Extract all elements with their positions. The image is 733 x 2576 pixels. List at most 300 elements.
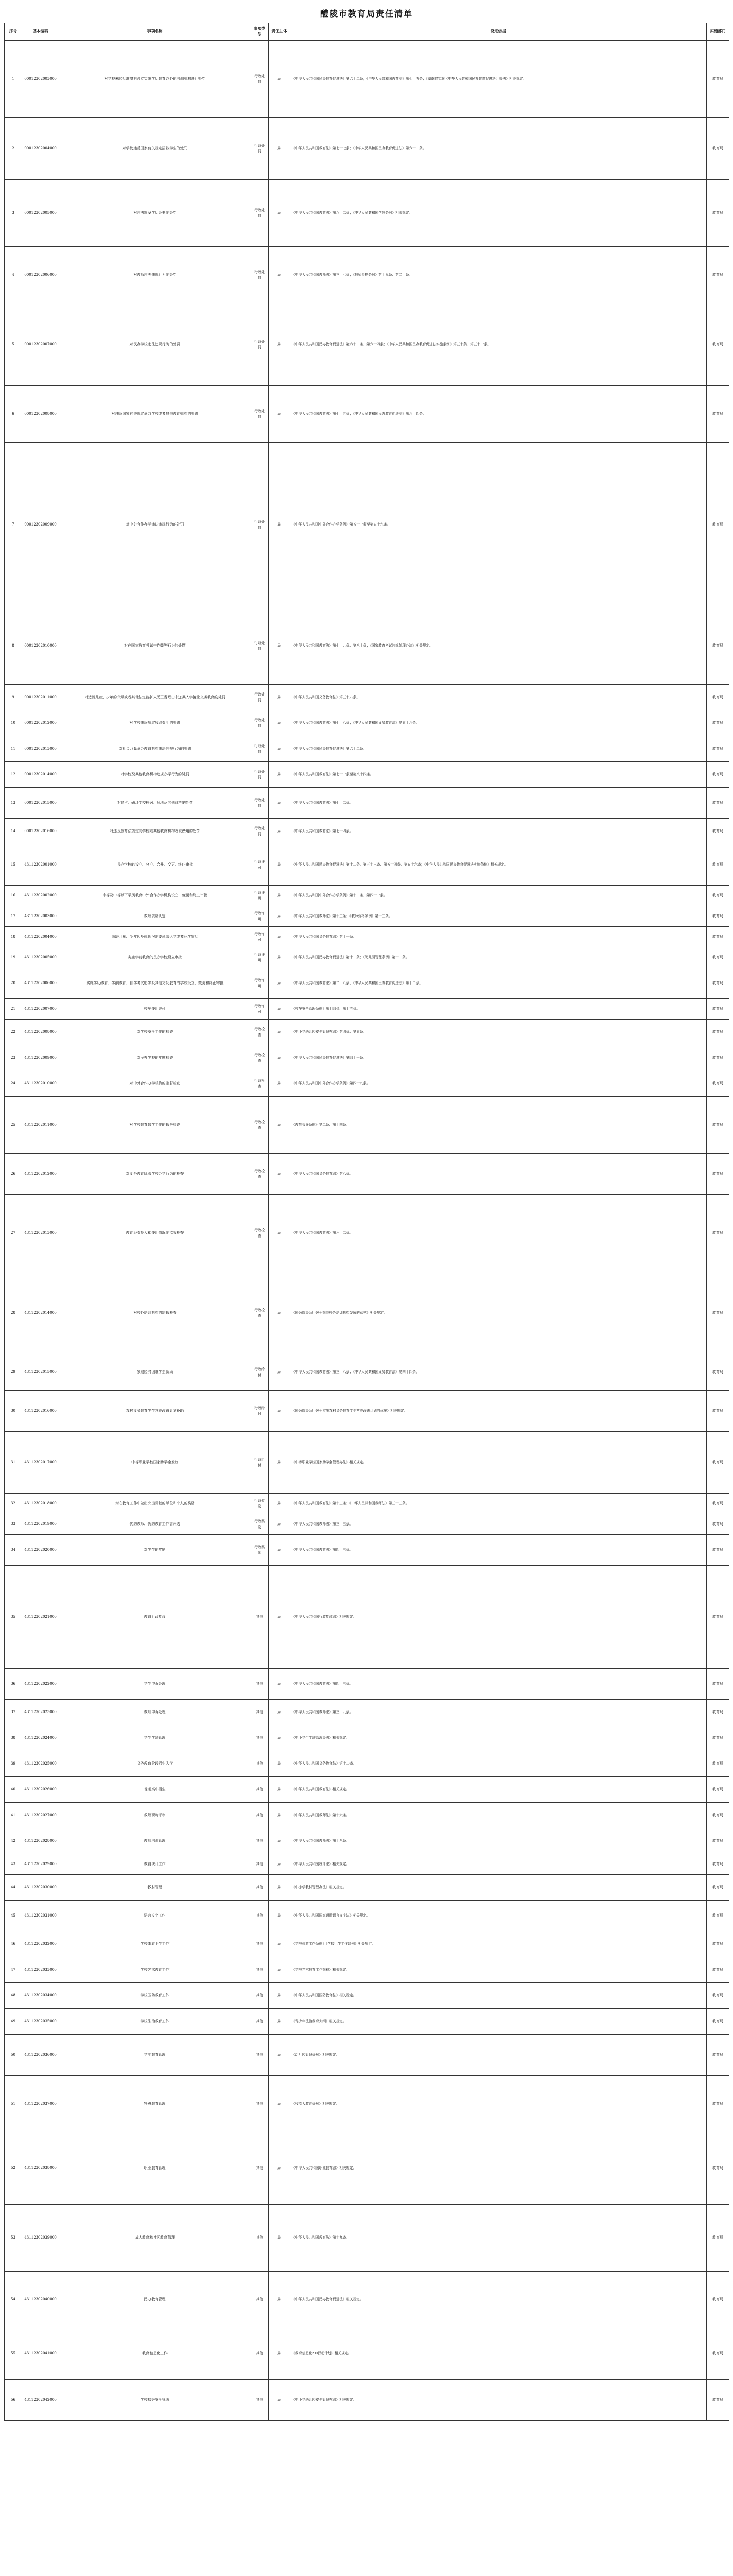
cell-code: 43112302007000 bbox=[22, 999, 59, 1020]
cell-type: 其他 bbox=[251, 1931, 269, 1957]
cell-basis: 《教育信息化2.0行动计划》相关规定。 bbox=[290, 2328, 707, 2380]
table-header-row bbox=[5, 23, 729, 41]
table-row bbox=[5, 1071, 729, 1097]
cell-type: 行政奖励 bbox=[251, 1535, 269, 1566]
cell-dept: 教育局 bbox=[707, 1071, 729, 1097]
cell-type: 行政处罚 bbox=[251, 685, 269, 710]
cell-code: 43112302036000 bbox=[22, 2035, 59, 2076]
cell-dept: 教育局 bbox=[707, 1494, 729, 1514]
cell-subject: 局 bbox=[269, 1272, 290, 1354]
cell-code: 43112302026000 bbox=[22, 1777, 59, 1803]
cell-no: 9 bbox=[5, 685, 22, 710]
table-row bbox=[5, 1854, 729, 1875]
cell-dept: 教育局 bbox=[707, 1669, 729, 1700]
cell-dept: 教育局 bbox=[707, 1700, 729, 1725]
cell-basis: 《中华人民共和国教育法》第七十二条。 bbox=[290, 788, 707, 819]
table-row bbox=[5, 1354, 729, 1391]
cell-dept: 教育局 bbox=[707, 1957, 729, 1983]
cell-dept: 教育局 bbox=[707, 968, 729, 999]
cell-subject: 局 bbox=[269, 1097, 290, 1154]
cell-no: 30 bbox=[5, 1391, 22, 1432]
cell-subject: 局 bbox=[269, 762, 290, 788]
cell-type: 行政处罚 bbox=[251, 386, 269, 443]
cell-basis: 《中华人民共和国教育法》第七十八条；《中华人民共和国义务教育法》第五十六条。 bbox=[290, 710, 707, 736]
cell-basis: 《中华人民共和国中外合作办学条例》第五十一条至第五十九条。 bbox=[290, 443, 707, 607]
cell-no: 53 bbox=[5, 2205, 22, 2272]
cell-no: 48 bbox=[5, 1983, 22, 2009]
cell-subject: 局 bbox=[269, 999, 290, 1020]
cell-name: 学校体育卫生工作 bbox=[59, 1931, 251, 1957]
cell-code: 43112302033000 bbox=[22, 1957, 59, 1983]
cell-type: 行政许可 bbox=[251, 906, 269, 927]
cell-subject: 局 bbox=[269, 1803, 290, 1828]
table-row bbox=[5, 607, 729, 685]
cell-code: 43112302009000 bbox=[22, 1045, 59, 1071]
cell-dept: 教育局 bbox=[707, 710, 729, 736]
cell-no: 29 bbox=[5, 1354, 22, 1391]
cell-name: 教育经费投入和使用情况的监督检查 bbox=[59, 1195, 251, 1272]
cell-name: 教师申诉处理 bbox=[59, 1700, 251, 1725]
cell-basis: 《中华人民共和国教育法》第十九条。 bbox=[290, 2205, 707, 2272]
cell-name: 学前教育管理 bbox=[59, 2035, 251, 2076]
table-row bbox=[5, 762, 729, 788]
table-row bbox=[5, 1700, 729, 1725]
cell-no: 5 bbox=[5, 303, 22, 386]
cell-type: 行政检查 bbox=[251, 1272, 269, 1354]
table-row bbox=[5, 2035, 729, 2076]
cell-type: 其他 bbox=[251, 2132, 269, 2205]
table-row bbox=[5, 1391, 729, 1432]
cell-no: 32 bbox=[5, 1494, 22, 1514]
cell-name: 教师培训管理 bbox=[59, 1828, 251, 1854]
cell-no: 10 bbox=[5, 710, 22, 736]
table-row bbox=[5, 2205, 729, 2272]
cell-basis: 《中华人民共和国民办教育促进法》相关规定。 bbox=[290, 2272, 707, 2328]
cell-code: 43112302006000 bbox=[22, 968, 59, 999]
cell-name: 优秀教师、优秀教育工作者评选 bbox=[59, 1514, 251, 1535]
cell-code: 43112302019000 bbox=[22, 1514, 59, 1535]
cell-dept: 教育局 bbox=[707, 1854, 729, 1875]
header-dept: 实施部门 bbox=[707, 23, 729, 41]
cell-no: 15 bbox=[5, 844, 22, 886]
cell-type: 其他 bbox=[251, 1566, 269, 1669]
table-row bbox=[5, 386, 729, 443]
cell-no: 50 bbox=[5, 2035, 22, 2076]
cell-dept: 教育局 bbox=[707, 1514, 729, 1535]
cell-no: 19 bbox=[5, 947, 22, 968]
cell-type: 行政处罚 bbox=[251, 443, 269, 607]
table-row bbox=[5, 1751, 729, 1777]
cell-subject: 局 bbox=[269, 2076, 290, 2132]
cell-code: 00012302016000 bbox=[22, 819, 59, 844]
table-row bbox=[5, 685, 729, 710]
table-row bbox=[5, 2009, 729, 2035]
cell-no: 31 bbox=[5, 1432, 22, 1494]
table-row bbox=[5, 41, 729, 118]
cell-no: 24 bbox=[5, 1071, 22, 1097]
cell-subject: 局 bbox=[269, 1828, 290, 1854]
cell-type: 行政给付 bbox=[251, 1432, 269, 1494]
cell-code: 00012302015000 bbox=[22, 788, 59, 819]
cell-type: 行政检查 bbox=[251, 1071, 269, 1097]
cell-type: 行政许可 bbox=[251, 886, 269, 906]
cell-dept: 教育局 bbox=[707, 886, 729, 906]
table-row bbox=[5, 1535, 729, 1566]
cell-type: 行政处罚 bbox=[251, 118, 269, 180]
table-row bbox=[5, 2328, 729, 2380]
cell-code: 43112302035000 bbox=[22, 2009, 59, 2035]
cell-basis: 《中小学生学籍管理办法》相关规定。 bbox=[290, 1725, 707, 1751]
cell-basis: 《中华人民共和国教育法》第七十九条、第八十条；《国家教育考试违规处理办法》相关规定。 bbox=[290, 607, 707, 685]
cell-code: 00012302009000 bbox=[22, 443, 59, 607]
cell-subject: 局 bbox=[269, 1669, 290, 1700]
cell-dept: 教育局 bbox=[707, 1535, 729, 1566]
cell-name: 对民办学校违法违规行为的处罚 bbox=[59, 303, 251, 386]
cell-name: 对学生的奖励 bbox=[59, 1535, 251, 1566]
cell-name: 对学校教育教学工作的督导检查 bbox=[59, 1097, 251, 1154]
cell-name: 对学校及其他教育机构违规办学行为的处罚 bbox=[59, 762, 251, 788]
cell-no: 36 bbox=[5, 1669, 22, 1700]
cell-subject: 局 bbox=[269, 1391, 290, 1432]
cell-code: 00012302004000 bbox=[22, 118, 59, 180]
cell-basis: 《中华人民共和国行政复议法》相关规定。 bbox=[290, 1566, 707, 1669]
cell-subject: 局 bbox=[269, 968, 290, 999]
cell-basis: 《中华人民共和国民办教育促进法》第六十二条、第六十四条；《中华人民共和国民办教育促进法实施条例》第五十条、第五十一条。 bbox=[290, 303, 707, 386]
cell-code: 43112302024000 bbox=[22, 1725, 59, 1751]
table-row bbox=[5, 947, 729, 968]
cell-name: 对违反教育法规定向学校或其他教育机构收取费用的处罚 bbox=[59, 819, 251, 844]
cell-name: 家庭经济困难学生资助 bbox=[59, 1354, 251, 1391]
cell-type: 行政许可 bbox=[251, 844, 269, 886]
table-row bbox=[5, 1514, 729, 1535]
cell-code: 00012302006000 bbox=[22, 247, 59, 303]
table-row bbox=[5, 999, 729, 1020]
cell-basis: 《中华人民共和国教育法》相关规定。 bbox=[290, 1777, 707, 1803]
cell-type: 行政检查 bbox=[251, 1195, 269, 1272]
cell-type: 其他 bbox=[251, 1725, 269, 1751]
cell-dept: 教育局 bbox=[707, 788, 729, 819]
cell-name: 民办学校的设立、分立、合并、变更、终止审批 bbox=[59, 844, 251, 886]
cell-type: 行政处罚 bbox=[251, 736, 269, 762]
cell-type: 其他 bbox=[251, 1875, 269, 1901]
table-row bbox=[5, 247, 729, 303]
cell-dept: 教育局 bbox=[707, 118, 729, 180]
cell-basis: 《中华人民共和国民办教育促进法》第十二条；《幼儿园管理条例》第十一条。 bbox=[290, 947, 707, 968]
cell-subject: 局 bbox=[269, 1751, 290, 1777]
cell-basis: 《中华人民共和国国防教育法》相关规定。 bbox=[290, 1983, 707, 2009]
cell-basis: 《中华人民共和国教师法》第十三条；《教师资格条例》第十三条。 bbox=[290, 906, 707, 927]
cell-basis: 《中小学幼儿园安全管理办法》相关规定。 bbox=[290, 2380, 707, 2421]
cell-type: 其他 bbox=[251, 2076, 269, 2132]
cell-basis: 《中华人民共和国中外合作办学条例》第四十九条。 bbox=[290, 1071, 707, 1097]
table-row bbox=[5, 2272, 729, 2328]
cell-no: 1 bbox=[5, 41, 22, 118]
table-row bbox=[5, 736, 729, 762]
cell-name: 对适龄儿童、少年的父母或者其他法定监护人无正当理由未送其入学接受义务教育的处罚 bbox=[59, 685, 251, 710]
cell-dept: 教育局 bbox=[707, 2035, 729, 2076]
cell-subject: 局 bbox=[269, 736, 290, 762]
cell-code: 00012302003000 bbox=[22, 41, 59, 118]
cell-name: 教师资格认定 bbox=[59, 906, 251, 927]
cell-type: 其他 bbox=[251, 1854, 269, 1875]
cell-type: 行政奖励 bbox=[251, 1514, 269, 1535]
table-row bbox=[5, 1195, 729, 1272]
table-row bbox=[5, 906, 729, 927]
cell-subject: 局 bbox=[269, 443, 290, 607]
cell-subject: 局 bbox=[269, 118, 290, 180]
cell-type: 其他 bbox=[251, 2009, 269, 2035]
cell-subject: 局 bbox=[269, 1875, 290, 1901]
cell-dept: 教育局 bbox=[707, 762, 729, 788]
cell-subject: 局 bbox=[269, 886, 290, 906]
cell-name: 教师职称评审 bbox=[59, 1803, 251, 1828]
cell-subject: 局 bbox=[269, 2132, 290, 2205]
cell-code: 43112302011000 bbox=[22, 1097, 59, 1154]
cell-name: 实施学前教育的民办学校设立审批 bbox=[59, 947, 251, 968]
cell-dept: 教育局 bbox=[707, 999, 729, 1020]
cell-name: 对学校未经批准擅自设立实施学历教育以外的培训机构进行处罚 bbox=[59, 41, 251, 118]
cell-subject: 局 bbox=[269, 1535, 290, 1566]
cell-subject: 局 bbox=[269, 710, 290, 736]
cell-dept: 教育局 bbox=[707, 1020, 729, 1045]
header-subject: 责任主体 bbox=[269, 23, 290, 41]
cell-code: 00012302010000 bbox=[22, 607, 59, 685]
cell-dept: 教育局 bbox=[707, 1391, 729, 1432]
cell-name: 教材管理 bbox=[59, 1875, 251, 1901]
cell-no: 54 bbox=[5, 2272, 22, 2328]
cell-dept: 教育局 bbox=[707, 1931, 729, 1957]
cell-type: 行政检查 bbox=[251, 1097, 269, 1154]
cell-subject: 局 bbox=[269, 947, 290, 968]
cell-basis: 《中华人民共和国教育法》第三十八条；《中华人民共和国义务教育法》第四十四条。 bbox=[290, 1354, 707, 1391]
cell-basis: 《中华人民共和国教育法》第六十二条。 bbox=[290, 1195, 707, 1272]
table-row bbox=[5, 1901, 729, 1931]
cell-basis: 《学校艺术教育工作规程》相关规定。 bbox=[290, 1957, 707, 1983]
cell-name: 对中外合作办学违法违规行为的处罚 bbox=[59, 443, 251, 607]
cell-subject: 局 bbox=[269, 1494, 290, 1514]
cell-dept: 教育局 bbox=[707, 685, 729, 710]
cell-code: 43112302003000 bbox=[22, 906, 59, 927]
cell-dept: 教育局 bbox=[707, 443, 729, 607]
cell-code: 43112302038000 bbox=[22, 2132, 59, 2205]
cell-no: 12 bbox=[5, 762, 22, 788]
cell-name: 特殊教育管理 bbox=[59, 2076, 251, 2132]
cell-basis: 《幼儿园管理条例》相关规定。 bbox=[290, 2035, 707, 2076]
table-row bbox=[5, 2380, 729, 2421]
cell-no: 8 bbox=[5, 607, 22, 685]
table-row bbox=[5, 118, 729, 180]
cell-basis: 《中华人民共和国民办教育促进法》第六十二条；《中华人民共和国教育法》第七十五条；《湖南省实施〈中华人民共和国民办教育促进法〉办法》相关规定。 bbox=[290, 41, 707, 118]
cell-code: 00012302014000 bbox=[22, 762, 59, 788]
header-no: 序号 bbox=[5, 23, 22, 41]
cell-name: 对义务教育阶段学校办学行为的检查 bbox=[59, 1154, 251, 1195]
cell-subject: 局 bbox=[269, 41, 290, 118]
cell-code: 43112302031000 bbox=[22, 1901, 59, 1931]
cell-type: 行政处罚 bbox=[251, 41, 269, 118]
cell-basis: 《中华人民共和国义务教育法》第八条。 bbox=[290, 1154, 707, 1195]
cell-basis: 《中华人民共和国中外合作办学条例》第十二条、第四十一条。 bbox=[290, 886, 707, 906]
table-row bbox=[5, 788, 729, 819]
cell-code: 43112302023000 bbox=[22, 1700, 59, 1725]
cell-basis: 《残疾人教育条例》相关规定。 bbox=[290, 2076, 707, 2132]
table-row bbox=[5, 710, 729, 736]
cell-no: 38 bbox=[5, 1725, 22, 1751]
cell-subject: 局 bbox=[269, 788, 290, 819]
cell-type: 行政检查 bbox=[251, 1154, 269, 1195]
table-row bbox=[5, 1494, 729, 1514]
cell-subject: 局 bbox=[269, 1195, 290, 1272]
header-basis: 设定依据 bbox=[290, 23, 707, 41]
cell-name: 民办教育管理 bbox=[59, 2272, 251, 2328]
table-row bbox=[5, 1931, 729, 1957]
cell-code: 43112302020000 bbox=[22, 1535, 59, 1566]
cell-no: 40 bbox=[5, 1777, 22, 1803]
cell-type: 行政处罚 bbox=[251, 819, 269, 844]
cell-code: 00012302012000 bbox=[22, 710, 59, 736]
cell-code: 43112302028000 bbox=[22, 1828, 59, 1854]
cell-name: 学生申诉处理 bbox=[59, 1669, 251, 1700]
cell-subject: 局 bbox=[269, 844, 290, 886]
cell-dept: 教育局 bbox=[707, 2328, 729, 2380]
cell-subject: 局 bbox=[269, 927, 290, 947]
cell-name: 对中外合作办学机构的监督检查 bbox=[59, 1071, 251, 1097]
cell-basis: 《校车安全管理条例》第十四条、第十五条。 bbox=[290, 999, 707, 1020]
cell-type: 行政奖励 bbox=[251, 1494, 269, 1514]
cell-name: 学校艺术教育工作 bbox=[59, 1957, 251, 1983]
cell-basis: 《中华人民共和国义务教育法》第十二条。 bbox=[290, 1751, 707, 1777]
cell-subject: 局 bbox=[269, 2205, 290, 2272]
cell-dept: 教育局 bbox=[707, 1828, 729, 1854]
cell-basis: 《学校体育工作条例》《学校卫生工作条例》相关规定。 bbox=[290, 1931, 707, 1957]
cell-name: 校车使用许可 bbox=[59, 999, 251, 1020]
cell-dept: 教育局 bbox=[707, 607, 729, 685]
cell-name: 学校校舍安全管理 bbox=[59, 2380, 251, 2421]
cell-subject: 局 bbox=[269, 1700, 290, 1725]
cell-code: 43112302013000 bbox=[22, 1195, 59, 1272]
table-row bbox=[5, 1875, 729, 1901]
cell-type: 其他 bbox=[251, 2380, 269, 2421]
cell-subject: 局 bbox=[269, 2272, 290, 2328]
cell-type: 其他 bbox=[251, 1957, 269, 1983]
cell-name: 中等职业学校国家助学金发放 bbox=[59, 1432, 251, 1494]
cell-name: 语言文字工作 bbox=[59, 1901, 251, 1931]
cell-name: 学校法治教育工作 bbox=[59, 2009, 251, 2035]
cell-dept: 教育局 bbox=[707, 819, 729, 844]
cell-type: 其他 bbox=[251, 2328, 269, 2380]
cell-subject: 局 bbox=[269, 685, 290, 710]
cell-no: 6 bbox=[5, 386, 22, 443]
cell-dept: 教育局 bbox=[707, 1272, 729, 1354]
cell-code: 43112302037000 bbox=[22, 2076, 59, 2132]
cell-no: 26 bbox=[5, 1154, 22, 1195]
cell-no: 45 bbox=[5, 1901, 22, 1931]
cell-basis: 《中华人民共和国教育法》第四十三条。 bbox=[290, 1535, 707, 1566]
table-row bbox=[5, 1725, 729, 1751]
cell-basis: 《中华人民共和国民办教育促进法》第十二条、第五十三条、第五十四条、第五十六条；《中华人民共和国民办教育促进法实施条例》相关规定。 bbox=[290, 844, 707, 886]
cell-name: 对学校违反规定收取费用的处罚 bbox=[59, 710, 251, 736]
cell-basis: 《中华人民共和国教育法》第七十一条至第八十四条。 bbox=[290, 762, 707, 788]
cell-code: 43112302016000 bbox=[22, 1391, 59, 1432]
cell-code: 00012302008000 bbox=[22, 386, 59, 443]
cell-code: 43112302027000 bbox=[22, 1803, 59, 1828]
cell-no: 52 bbox=[5, 2132, 22, 2205]
cell-no: 25 bbox=[5, 1097, 22, 1154]
cell-no: 16 bbox=[5, 886, 22, 906]
cell-type: 行政处罚 bbox=[251, 710, 269, 736]
cell-name: 职业教育管理 bbox=[59, 2132, 251, 2205]
table-row bbox=[5, 1828, 729, 1854]
cell-code: 43112302004000 bbox=[22, 927, 59, 947]
cell-code: 43112302015000 bbox=[22, 1354, 59, 1391]
cell-subject: 局 bbox=[269, 819, 290, 844]
table-row bbox=[5, 1020, 729, 1045]
cell-dept: 教育局 bbox=[707, 1566, 729, 1669]
table-row bbox=[5, 180, 729, 247]
cell-no: 55 bbox=[5, 2328, 22, 2380]
cell-code: 43112302029000 bbox=[22, 1854, 59, 1875]
cell-subject: 局 bbox=[269, 247, 290, 303]
cell-basis: 《中华人民共和国教育法》第十三条；《中华人民共和国教师法》第三十三条。 bbox=[290, 1494, 707, 1514]
cell-subject: 局 bbox=[269, 303, 290, 386]
cell-type: 行政许可 bbox=[251, 968, 269, 999]
cell-basis: 《中小学幼儿园安全管理办法》第四条、第五条。 bbox=[290, 1020, 707, 1045]
cell-dept: 教育局 bbox=[707, 247, 729, 303]
cell-name: 义务教育阶段招生入学 bbox=[59, 1751, 251, 1777]
cell-no: 39 bbox=[5, 1751, 22, 1777]
cell-no: 56 bbox=[5, 2380, 22, 2421]
cell-subject: 局 bbox=[269, 1354, 290, 1391]
cell-type: 其他 bbox=[251, 1669, 269, 1700]
cell-no: 27 bbox=[5, 1195, 22, 1272]
cell-subject: 局 bbox=[269, 1020, 290, 1045]
cell-dept: 教育局 bbox=[707, 1097, 729, 1154]
cell-no: 37 bbox=[5, 1700, 22, 1725]
cell-subject: 局 bbox=[269, 2328, 290, 2380]
cell-basis: 《中华人民共和国教师法》第十六条。 bbox=[290, 1803, 707, 1828]
cell-dept: 教育局 bbox=[707, 2009, 729, 2035]
cell-basis: 《中华人民共和国民办教育促进法》第六十二条。 bbox=[290, 736, 707, 762]
cell-subject: 局 bbox=[269, 2009, 290, 2035]
cell-subject: 局 bbox=[269, 386, 290, 443]
cell-name: 对在教育工作中做出突出贡献的单位和个人的奖励 bbox=[59, 1494, 251, 1514]
table-row bbox=[5, 886, 729, 906]
cell-no: 18 bbox=[5, 927, 22, 947]
cell-no: 21 bbox=[5, 999, 22, 1020]
cell-name: 普通高中招生 bbox=[59, 1777, 251, 1803]
table-row bbox=[5, 2132, 729, 2205]
cell-subject: 局 bbox=[269, 607, 290, 685]
cell-type: 行政许可 bbox=[251, 927, 269, 947]
table-body bbox=[5, 41, 729, 2421]
cell-basis: 《教育督导条例》第二条、第十四条。 bbox=[290, 1097, 707, 1154]
cell-dept: 教育局 bbox=[707, 1354, 729, 1391]
cell-type: 行政处罚 bbox=[251, 762, 269, 788]
cell-dept: 教育局 bbox=[707, 844, 729, 886]
cell-type: 其他 bbox=[251, 2205, 269, 2272]
cell-name: 对侵占、破坏学校校舍、场地及其他财产的处罚 bbox=[59, 788, 251, 819]
cell-type: 行政处罚 bbox=[251, 788, 269, 819]
cell-basis: 《中等职业学校国家助学金管理办法》相关规定。 bbox=[290, 1432, 707, 1494]
cell-subject: 局 bbox=[269, 1154, 290, 1195]
cell-basis: 《国务院办公厅关于规范校外培训机构发展的意见》相关规定。 bbox=[290, 1272, 707, 1354]
table-row bbox=[5, 443, 729, 607]
cell-subject: 局 bbox=[269, 1854, 290, 1875]
cell-basis: 《中华人民共和国教师法》第三十九条。 bbox=[290, 1700, 707, 1725]
cell-code: 00012302011000 bbox=[22, 685, 59, 710]
cell-type: 其他 bbox=[251, 1751, 269, 1777]
cell-code: 43112302010000 bbox=[22, 1071, 59, 1097]
cell-no: 34 bbox=[5, 1535, 22, 1566]
